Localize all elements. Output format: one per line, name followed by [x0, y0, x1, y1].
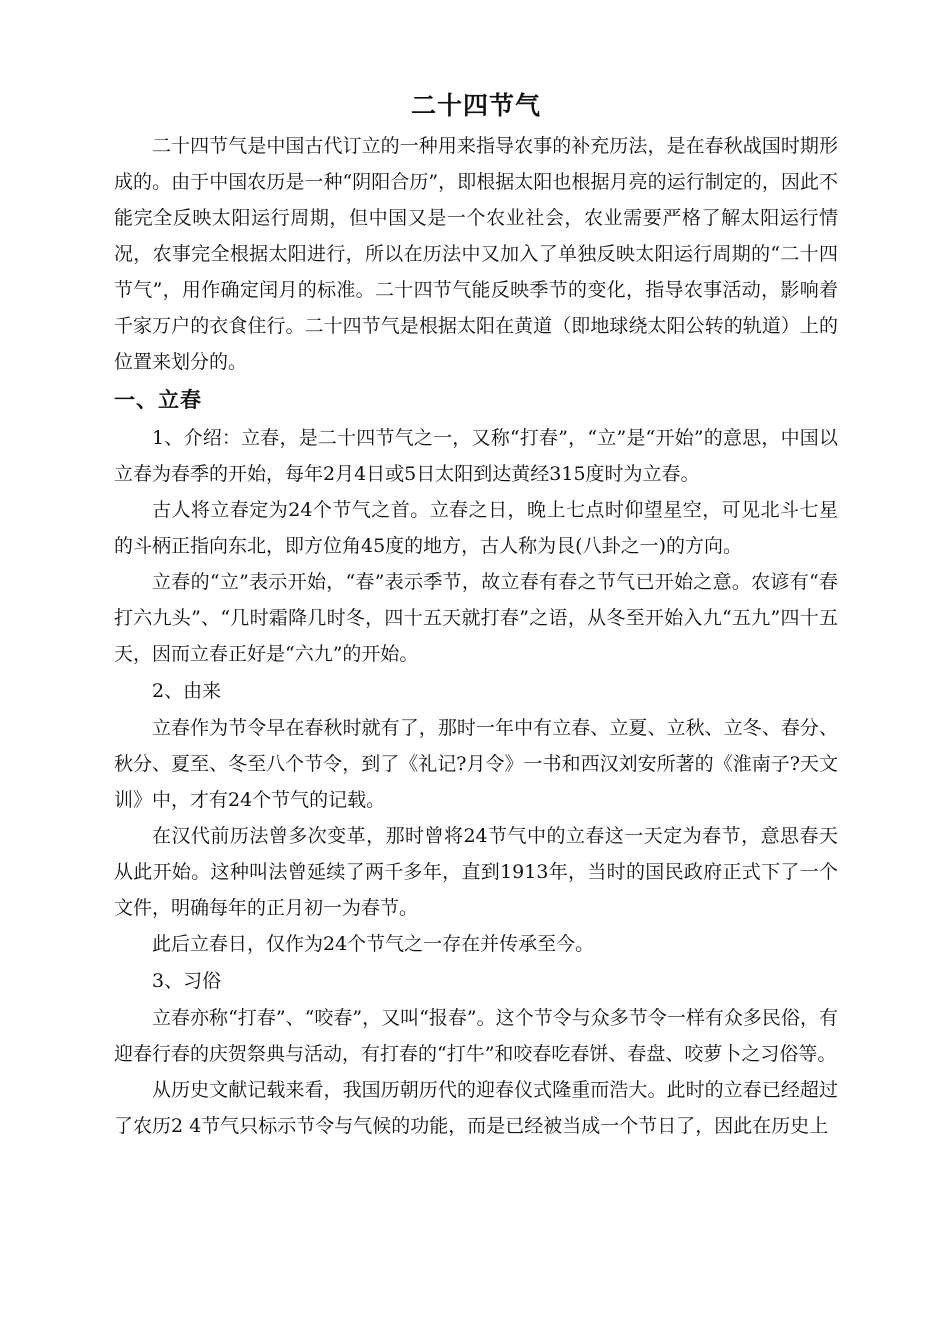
- intro-paragraph: 二十四节气是中国古代订立的一种用来指导农事的补充历法，是在春秋战国时期形成的。由于中国农历是一种“阴阳合历”，即根据太阳也根据月亮的运行制定的，因此不能完全反映太阳运行周期，但中国又是一个农业社会，农业需要严格了解太阳运行情况，农事完全根据太阳进行，所以在历法中又加入了单独反映太阳运行周期的“二十四节气”，用作确定闰月的标准。二十四节气能反映季节的变化，指导农事活动，影响着千家万户的衣食住行。二十四节气是根据太阳在黄道（即地球绕太阳公转的轨道）上的位置来划分的。: [114, 135, 838, 373]
- lichun-paragraph: 古人将立春定为24个节气之首。立春之日，晚上七点时仰望星空，可见北斗七星的斗柄正指向东北，即方位角45度的地方，古人称为艮(八卦之一)的方向。: [114, 499, 838, 557]
- custom-subheading: 3、习俗: [152, 970, 222, 992]
- origin-paragraph: 在汉代前历法曾多次变革，那时曾将24节气中的立春这一天定为春节，意思春天从此开始。这种叫法曾延续了两千多年，直到1913年，当时的国民政府正式下了一个文件，明确每年的正月初一为春节。: [114, 825, 838, 919]
- origin-subheading: 2、由来: [152, 680, 222, 702]
- lichun-paragraph: 立春的“立”表示开始，“春”表示季节，故立春有春之节气已开始之意。农谚有“春打六九头”、“几时霜降几时冬，四十五天就打春”之语，从冬至开始入九“五九”四十五天，因而立春正好是“六九”的开始。: [114, 571, 838, 665]
- origin-paragraph: 立春作为节令早在春秋时就有了，那时一年中有立春、立夏、立秋、立冬、春分、秋分、夏至、冬至八个节令，到了《礼记?月令》一书和西汉刘安所著的《淮南子?天文训》中，才有24个节气的记载。: [114, 717, 838, 811]
- lichun-intro-paragraph: 1、介绍：立春，是二十四节气之一，又称“打春”，“立”是“开始”的意思，中国以立春为春季的开始，每年2月4日或5日太阳到达黄经315度时为立春。: [114, 427, 838, 485]
- section-heading-lichun: 一、立春: [114, 387, 202, 412]
- document-title: 二十四节气: [410, 91, 541, 120]
- document-page: [114, 84, 838, 1144]
- custom-paragraph: 立春亦称“打春”、“咬春”，又叫“报春”。这个节令与众多节令一样有众多民俗，有迎春行春的庆贺祭典与活动，有打春的“打牛”和咬春吃春饼、春盘、咬萝卜之习俗等。: [114, 1007, 838, 1065]
- custom-paragraph: 从历史文献记载来看，我国历朝历代的迎春仪式隆重而浩大。此时的立春已经超过了农历2 4节气只标示节令与气候的功能，而是已经被当成一个节日了，因此在历史上: [114, 1079, 838, 1137]
- origin-paragraph: 此后立春日，仅作为24个节气之一存在并传承至今。: [152, 933, 595, 955]
